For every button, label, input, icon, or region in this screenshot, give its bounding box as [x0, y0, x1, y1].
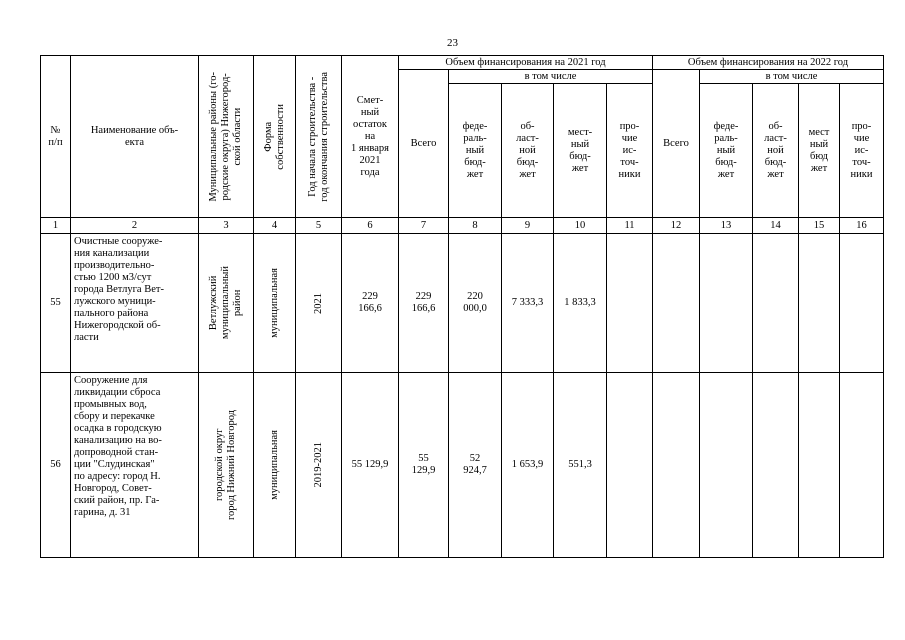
- other-2022-cell: [840, 234, 884, 373]
- regional-2022-cell: [753, 234, 799, 373]
- column-number: 10: [554, 218, 607, 234]
- row-number: 56: [41, 373, 71, 558]
- regional-2022-cell: [753, 373, 799, 558]
- federal-2021-cell: 220 000,0: [449, 234, 502, 373]
- table-row: [41, 373, 884, 558]
- balance-cell: 229 166,6: [342, 234, 399, 373]
- column-number: 4: [254, 218, 296, 234]
- column-number: 12: [653, 218, 700, 234]
- local-2022-cell: [799, 373, 840, 558]
- total-2021-cell: 229 166,6: [399, 234, 449, 373]
- total-2021-cell: 55 129,9: [399, 373, 449, 558]
- federal-2022-cell: [700, 373, 753, 558]
- local-2021-cell: 1 833,3: [554, 234, 607, 373]
- object-name: Очистные сооруже- ния канализации производительно- стью 1200 м3/сут города Ветлуга Вет- лужского муници- пального района Нижегородской об- ласти: [71, 234, 199, 373]
- header-group-2022: Объем финансирования на 2022 год: [653, 56, 884, 70]
- header-total-2022: Всего: [653, 70, 700, 218]
- column-number: 5: [296, 218, 342, 234]
- district-cell: Ветлужский муниципальный район: [199, 234, 254, 373]
- federal-2022-cell: [700, 234, 753, 373]
- header-col-district: Муниципальные районы (го- родские округа) Нижегород- ской области: [199, 56, 254, 218]
- header-other-2022: про- чие ис- точ- ники: [840, 84, 884, 218]
- table-row: [41, 234, 884, 373]
- period-cell: 2021: [296, 234, 342, 373]
- header-total-2021: Всего: [399, 70, 449, 218]
- header-row-groups: [41, 56, 884, 70]
- header-regional-2021: об- ласт- ной бюд- жет: [502, 84, 554, 218]
- column-number: 11: [607, 218, 653, 234]
- column-number: 15: [799, 218, 840, 234]
- other-2022-cell: [840, 373, 884, 558]
- ownership-cell: муниципальная: [254, 373, 296, 558]
- federal-2021-cell: 52 924,7: [449, 373, 502, 558]
- page-number: 23: [447, 37, 458, 49]
- regional-2021-cell: 1 653,9: [502, 373, 554, 558]
- ownership-cell: муниципальная: [254, 234, 296, 373]
- regional-2021-cell: 7 333,3: [502, 234, 554, 373]
- header-local-2021: мест- ный бюд- жет: [554, 84, 607, 218]
- balance-cell: 55 129,9: [342, 373, 399, 558]
- header-col-no: № п/п: [41, 56, 71, 218]
- column-number: 14: [753, 218, 799, 234]
- header-including-2021: в том числе: [449, 70, 653, 84]
- column-number-row: [41, 218, 884, 234]
- column-number: 6: [342, 218, 399, 234]
- column-number: 16: [840, 218, 884, 234]
- local-2021-cell: 551,3: [554, 373, 607, 558]
- header-group-2021: Объем финансирования на 2021 год: [399, 56, 653, 70]
- header-including-2022: в том числе: [700, 70, 884, 84]
- column-number: 1: [41, 218, 71, 234]
- column-number: 8: [449, 218, 502, 234]
- other-2021-cell: [607, 373, 653, 558]
- header-federal-2022: феде- раль- ный бюд- жет: [700, 84, 753, 218]
- column-number: 2: [71, 218, 199, 234]
- row-number: 55: [41, 234, 71, 373]
- object-name: Сооружение для ликвидации сброса промывных вод, сбору и перекачке осадка в городскую канализацию на во- допроводной стан- ции "Слудинская" по адресу: город Н. Новгород, Совет- ский район, пр. Га- гарина, д. 31: [71, 373, 199, 558]
- column-number: 7: [399, 218, 449, 234]
- header-col-balance: Смет- ный остаток на 1 января 2021 года: [342, 56, 399, 218]
- header-col-period: Год начала строительства - год окончания строительства: [296, 56, 342, 218]
- total-2022-cell: [653, 234, 700, 373]
- header-col-ownership: Форма собственности: [254, 56, 296, 218]
- column-number: 3: [199, 218, 254, 234]
- financing-table: [40, 55, 884, 558]
- header-regional-2022: об- ласт- ной бюд- жет: [753, 84, 799, 218]
- local-2022-cell: [799, 234, 840, 373]
- header-federal-2021: феде- раль- ный бюд- жет: [449, 84, 502, 218]
- column-number: 13: [700, 218, 753, 234]
- total-2022-cell: [653, 373, 700, 558]
- header-col-name: Наименование объ- екта: [71, 56, 199, 218]
- header-other-2021: про- чие ис- точ- ники: [607, 84, 653, 218]
- column-number: 9: [502, 218, 554, 234]
- period-cell: 2019-2021: [296, 373, 342, 558]
- district-cell: городской округ город Нижний Новгород: [199, 373, 254, 558]
- header-local-2022: мест ный бюд жет: [799, 84, 840, 218]
- other-2021-cell: [607, 234, 653, 373]
